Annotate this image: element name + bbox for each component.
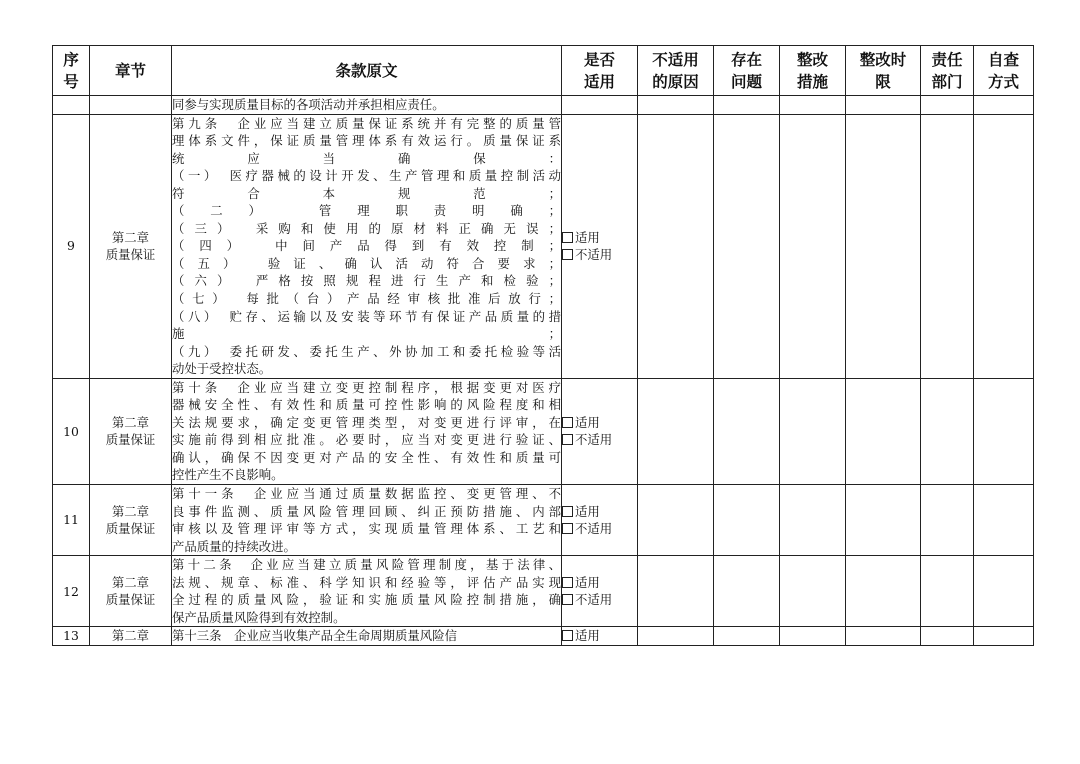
row-issue[interactable] xyxy=(714,378,780,484)
table-body xyxy=(53,96,1034,646)
row-dept[interactable] xyxy=(921,378,974,484)
clause-line: 动处于受控状态。 xyxy=(172,361,272,377)
clause-line: 第十一条 企业应当通过质量数据监控、变更管理、不 xyxy=(172,486,561,502)
row-fix[interactable] xyxy=(780,627,846,646)
clause-line: （七） 每批（台）产品经审核批准后放行； xyxy=(172,291,561,307)
chapter-line: 第二章 xyxy=(111,574,150,590)
option-label: 适用 xyxy=(575,574,600,590)
clause-line: 符合本规范； xyxy=(172,185,561,201)
row-seq: 13 xyxy=(53,627,90,646)
header-issue: 存在 问题 xyxy=(714,46,780,96)
clause-line: 同参与实现质量目标的各项活动并承担相应责任。 xyxy=(172,97,445,112)
row-clause-text xyxy=(172,556,562,627)
chapter-line: 第二章 xyxy=(111,503,150,519)
applicable-option[interactable] xyxy=(562,414,637,432)
row-reason[interactable] xyxy=(638,556,714,627)
clause-line: 器械安全性、有效性和质量可控性影响的风险程度和相 xyxy=(172,397,561,413)
row-dept[interactable] xyxy=(921,96,974,115)
clause-line: 控性产生不良影响。 xyxy=(172,467,284,483)
row-method[interactable] xyxy=(974,556,1034,627)
row-fix[interactable] xyxy=(780,485,846,556)
row-issue[interactable] xyxy=(714,96,780,115)
clause-line: 关法规要求，确定变更管理类型，对变更进行评审，在 xyxy=(172,414,561,430)
row-clause-text xyxy=(172,485,562,556)
row-clause-text xyxy=(172,114,562,378)
table-row xyxy=(53,627,1034,646)
header-applicable: 是否 适用 xyxy=(562,46,638,96)
row-dept[interactable] xyxy=(921,556,974,627)
row-chapter xyxy=(90,627,172,646)
header-clause: 条款原文 xyxy=(172,46,562,96)
applicable-option[interactable] xyxy=(562,574,637,592)
row-issue[interactable] xyxy=(714,627,780,646)
clause-line: 确认，确保不因变更对产品的安全性、有效性和质量可 xyxy=(172,449,561,465)
table-row xyxy=(53,556,1034,627)
clause-line: （八） 贮存、运输以及安装等环节有保证产品质量的措 xyxy=(172,308,561,324)
row-fix[interactable] xyxy=(780,96,846,115)
row-issue[interactable] xyxy=(714,556,780,627)
row-deadline[interactable] xyxy=(846,485,921,556)
option-label: 不适用 xyxy=(575,592,613,608)
row-deadline[interactable] xyxy=(846,378,921,484)
row-applicable xyxy=(562,627,638,646)
row-reason[interactable] xyxy=(638,627,714,646)
row-clause-text xyxy=(172,378,562,484)
row-deadline[interactable] xyxy=(846,627,921,646)
clause-line: 保产品质量风险得到有效控制。 xyxy=(172,609,346,625)
not-applicable-option[interactable] xyxy=(562,520,637,538)
row-method[interactable] xyxy=(974,627,1034,646)
header-reason: 不适用 的原因 xyxy=(638,46,714,96)
table-row xyxy=(53,114,1034,378)
not-applicable-option[interactable] xyxy=(562,431,637,449)
row-fix[interactable] xyxy=(780,114,846,378)
row-clause-text xyxy=(172,96,562,115)
header-fix: 整改 措施 xyxy=(780,46,846,96)
chapter-line: 质量保证 xyxy=(105,521,156,537)
header-method: 自查 方式 xyxy=(974,46,1034,96)
clause-line: 全过程的质量风险，验证和实施质量风险控制措施，确 xyxy=(172,592,561,608)
row-deadline[interactable] xyxy=(846,114,921,378)
checkbox-icon[interactable] xyxy=(562,232,573,243)
row-applicable xyxy=(562,485,638,556)
row-issue[interactable] xyxy=(714,114,780,378)
row-deadline[interactable] xyxy=(846,96,921,115)
option-label: 适用 xyxy=(575,229,600,245)
header-seq: 序 号 xyxy=(53,46,90,96)
row-method[interactable] xyxy=(974,485,1034,556)
clause-line: 产品质量的持续改进。 xyxy=(172,538,296,554)
row-seq: 11 xyxy=(53,485,90,556)
chapter-line: 第二章 xyxy=(111,628,150,644)
row-clause-text xyxy=(172,627,562,646)
clause-line: （一） 医疗器械的设计开发、生产管理和质量控制活动 xyxy=(172,168,561,184)
header-deadline: 整改时 限 xyxy=(846,46,921,96)
table-row xyxy=(53,485,1034,556)
self-inspection-table xyxy=(52,45,1034,646)
header-dept: 责任 部门 xyxy=(921,46,974,96)
clause-line: 审核以及管理评审等方式，实现质量管理体系、工艺和 xyxy=(172,521,561,537)
row-reason[interactable] xyxy=(638,96,714,115)
row-reason[interactable] xyxy=(638,378,714,484)
chapter-line: 质量保证 xyxy=(105,247,156,263)
checkbox-icon[interactable] xyxy=(562,506,573,517)
not-applicable-option[interactable] xyxy=(562,591,637,609)
row-fix[interactable] xyxy=(780,556,846,627)
row-applicable xyxy=(562,96,638,115)
row-seq xyxy=(53,96,90,115)
row-chapter xyxy=(90,485,172,556)
clause-line: （二） 管理职责明确； xyxy=(172,203,561,219)
option-label: 适用 xyxy=(575,628,600,644)
clause-line: 理体系文件，保证质量管理体系有效运行。质量保证系 xyxy=(172,133,561,149)
row-chapter xyxy=(90,556,172,627)
clause-line: （三） 采购和使用的原材料正确无误； xyxy=(172,220,561,236)
clause-line: 第九条 企业应当建立质量保证系统并有完整的质量管 xyxy=(172,115,561,131)
row-dept[interactable] xyxy=(921,485,974,556)
clause-line: 法规、规章、标准、科学知识和经验等，评估产品实现 xyxy=(172,574,561,590)
option-label: 不适用 xyxy=(575,247,613,263)
applicable-option[interactable] xyxy=(562,503,637,521)
chapter-line: 第二章 xyxy=(111,414,150,430)
clause-line: （九） 委托研发、委托生产、外协加工和委托检验等活 xyxy=(172,343,561,359)
row-method[interactable] xyxy=(974,114,1034,378)
option-label: 不适用 xyxy=(575,432,613,448)
table-row xyxy=(53,378,1034,484)
row-deadline[interactable] xyxy=(846,556,921,627)
clause-line: 第十二条 企业应当建立质量风险管理制度，基于法律、 xyxy=(172,557,561,573)
clause-line: 实施前得到相应批准。必要时，应当对变更进行验证、 xyxy=(172,432,561,448)
chapter-line: 质量保证 xyxy=(105,432,156,448)
clause-line: （五） 验证、确认活动符合要求； xyxy=(172,255,561,271)
clause-line: 第十条 企业应当建立变更控制程序，根据变更对医疗 xyxy=(172,379,561,395)
not-applicable-option[interactable] xyxy=(562,246,637,264)
clause-line: （四） 中间产品得到有效控制； xyxy=(172,238,561,254)
row-applicable xyxy=(562,556,638,627)
header-chapter: 章节 xyxy=(90,46,172,96)
checkbox-icon[interactable] xyxy=(562,434,573,445)
row-applicable xyxy=(562,114,638,378)
chapter-line: 质量保证 xyxy=(105,592,156,608)
checkbox-icon[interactable] xyxy=(562,577,573,588)
clause-line: （六） 严格按照规程进行生产和检验； xyxy=(172,273,561,289)
row-applicable xyxy=(562,378,638,484)
row-reason[interactable] xyxy=(638,485,714,556)
chapter-line: 第二章 xyxy=(111,229,150,245)
row-chapter xyxy=(90,114,172,378)
option-label: 适用 xyxy=(575,414,600,430)
table-row xyxy=(53,96,1034,115)
row-seq: 12 xyxy=(53,556,90,627)
row-dept[interactable] xyxy=(921,114,974,378)
clause-line: 良事件监测、质量风险管理回顾、纠正预防措施、内部 xyxy=(172,503,561,519)
row-chapter xyxy=(90,378,172,484)
checkbox-icon[interactable] xyxy=(562,594,573,605)
checkbox-icon[interactable] xyxy=(562,630,573,641)
clause-line: 第十三条 企业应当收集产品全生命周期质量风险信 xyxy=(172,628,457,644)
applicable-option[interactable] xyxy=(562,627,637,645)
option-label: 不适用 xyxy=(575,521,613,537)
row-seq: 10 xyxy=(53,378,90,484)
row-method[interactable] xyxy=(974,378,1034,484)
row-method[interactable] xyxy=(974,96,1034,115)
row-chapter xyxy=(90,96,172,115)
clause-line: 施； xyxy=(172,326,561,342)
row-reason[interactable] xyxy=(638,114,714,378)
option-label: 适用 xyxy=(575,503,600,519)
clause-line: 统应当确保： xyxy=(172,150,561,166)
row-dept[interactable] xyxy=(921,627,974,646)
row-seq: 9 xyxy=(53,114,90,378)
header-row xyxy=(53,46,1034,96)
applicable-option[interactable] xyxy=(562,229,637,247)
row-fix[interactable] xyxy=(780,378,846,484)
row-issue[interactable] xyxy=(714,485,780,556)
checkbox-icon[interactable] xyxy=(562,417,573,428)
checkbox-icon[interactable] xyxy=(562,249,573,260)
checkbox-icon[interactable] xyxy=(562,523,573,534)
